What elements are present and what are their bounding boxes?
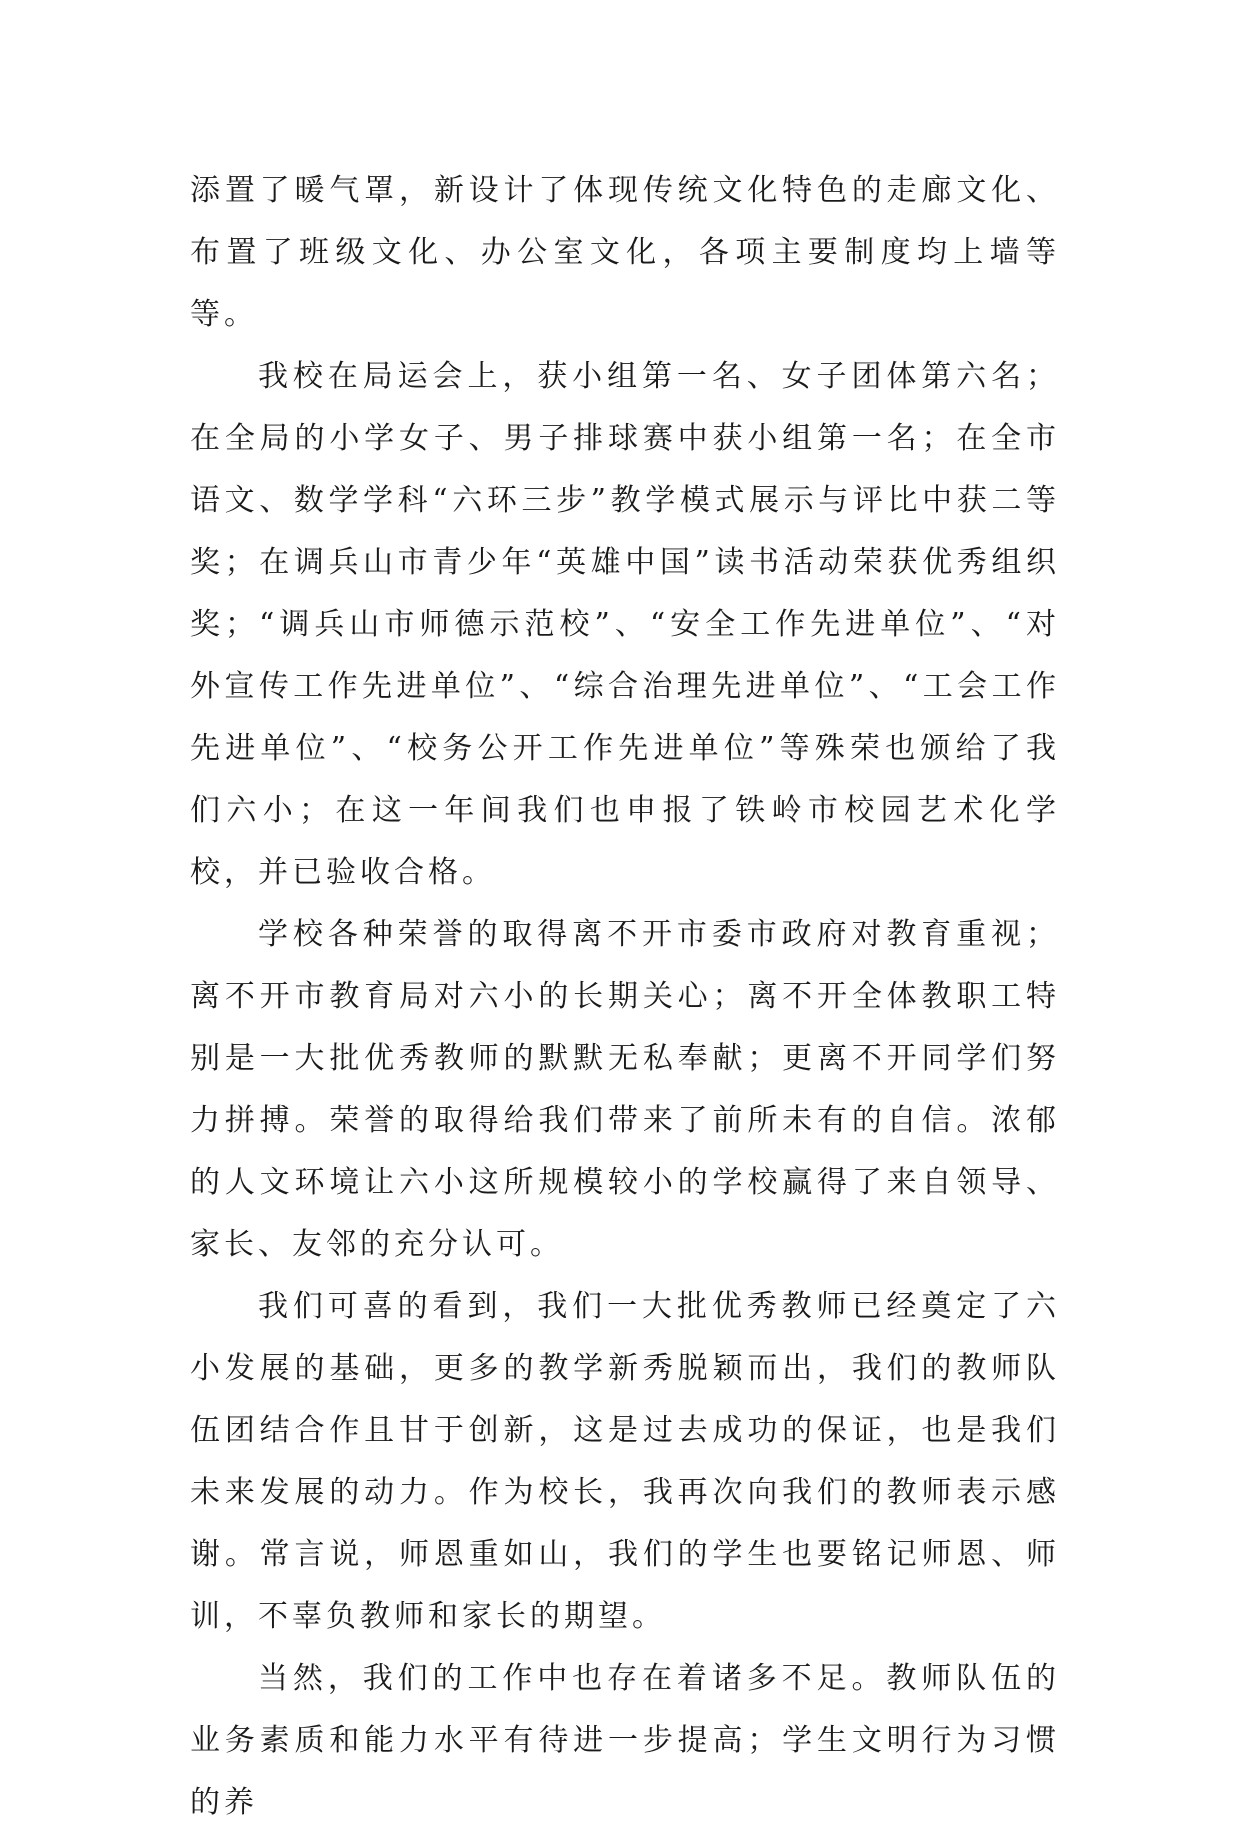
- paragraph-continuation: 添置了暖气罩，新设计了体现传统文化特色的走廊文化、布置了班级文化、办公室文化，各项主要制度均上墙等等。: [190, 173, 1060, 332]
- paragraph-gratitude: 学校各种荣誉的取得离不开市委市政府对教育重视；离不开市教育局对六小的长期关心；离不开全体教职工特别是一大批优秀教师的默默无私奉献；更离不开同学们努力拼搏。荣誉的取得给我们带来了前所未有的自信。浓郁的人文环境让六小这所规模较小的学校赢得了来自领导、家长、友邻的充分认可。: [190, 917, 1060, 1262]
- paragraph-teachers: 我们可喜的看到，我们一大批优秀教师已经奠定了六小发展的基础，更多的教学新秀脱颖而出，我们的教师队伍团结合作且甘于创新，这是过去成功的保证，也是我们未来发展的动力。作为校长，我再次向我们的教师表示感谢。常言说，师恩重如山，我们的学生也要铭记师恩、师训，不辜负教师和家长的期望。: [190, 1289, 1060, 1634]
- paragraph-honors: 我校在局运会上，获小组第一名、女子团体第六名；在全局的小学女子、男子排球赛中获小组第一名；在全市语文、数学学科“六环三步”教学模式展示与评比中获二等奖；在调兵山市青少年“英雄中国”读书活动荣获优秀组织奖；“调兵山市师德示范校”、“安全工作先进单位”、“对外宣传工作先进单位”、“综合治理先进单位”、“工会工作先进单位”、“校务公开工作先进单位”等殊荣也颁给了我们六小；在这一年间我们也申报了铁岭市校园艺术化学校，并已验收合格。: [190, 359, 1060, 890]
- document-body: [190, 160, 1060, 1834]
- paragraph-shortcomings: 当然，我们的工作中也存在着诸多不足。教师队伍的业务素质和能力水平有待进一步提高；学生文明行为习惯的养: [190, 1661, 1060, 1820]
